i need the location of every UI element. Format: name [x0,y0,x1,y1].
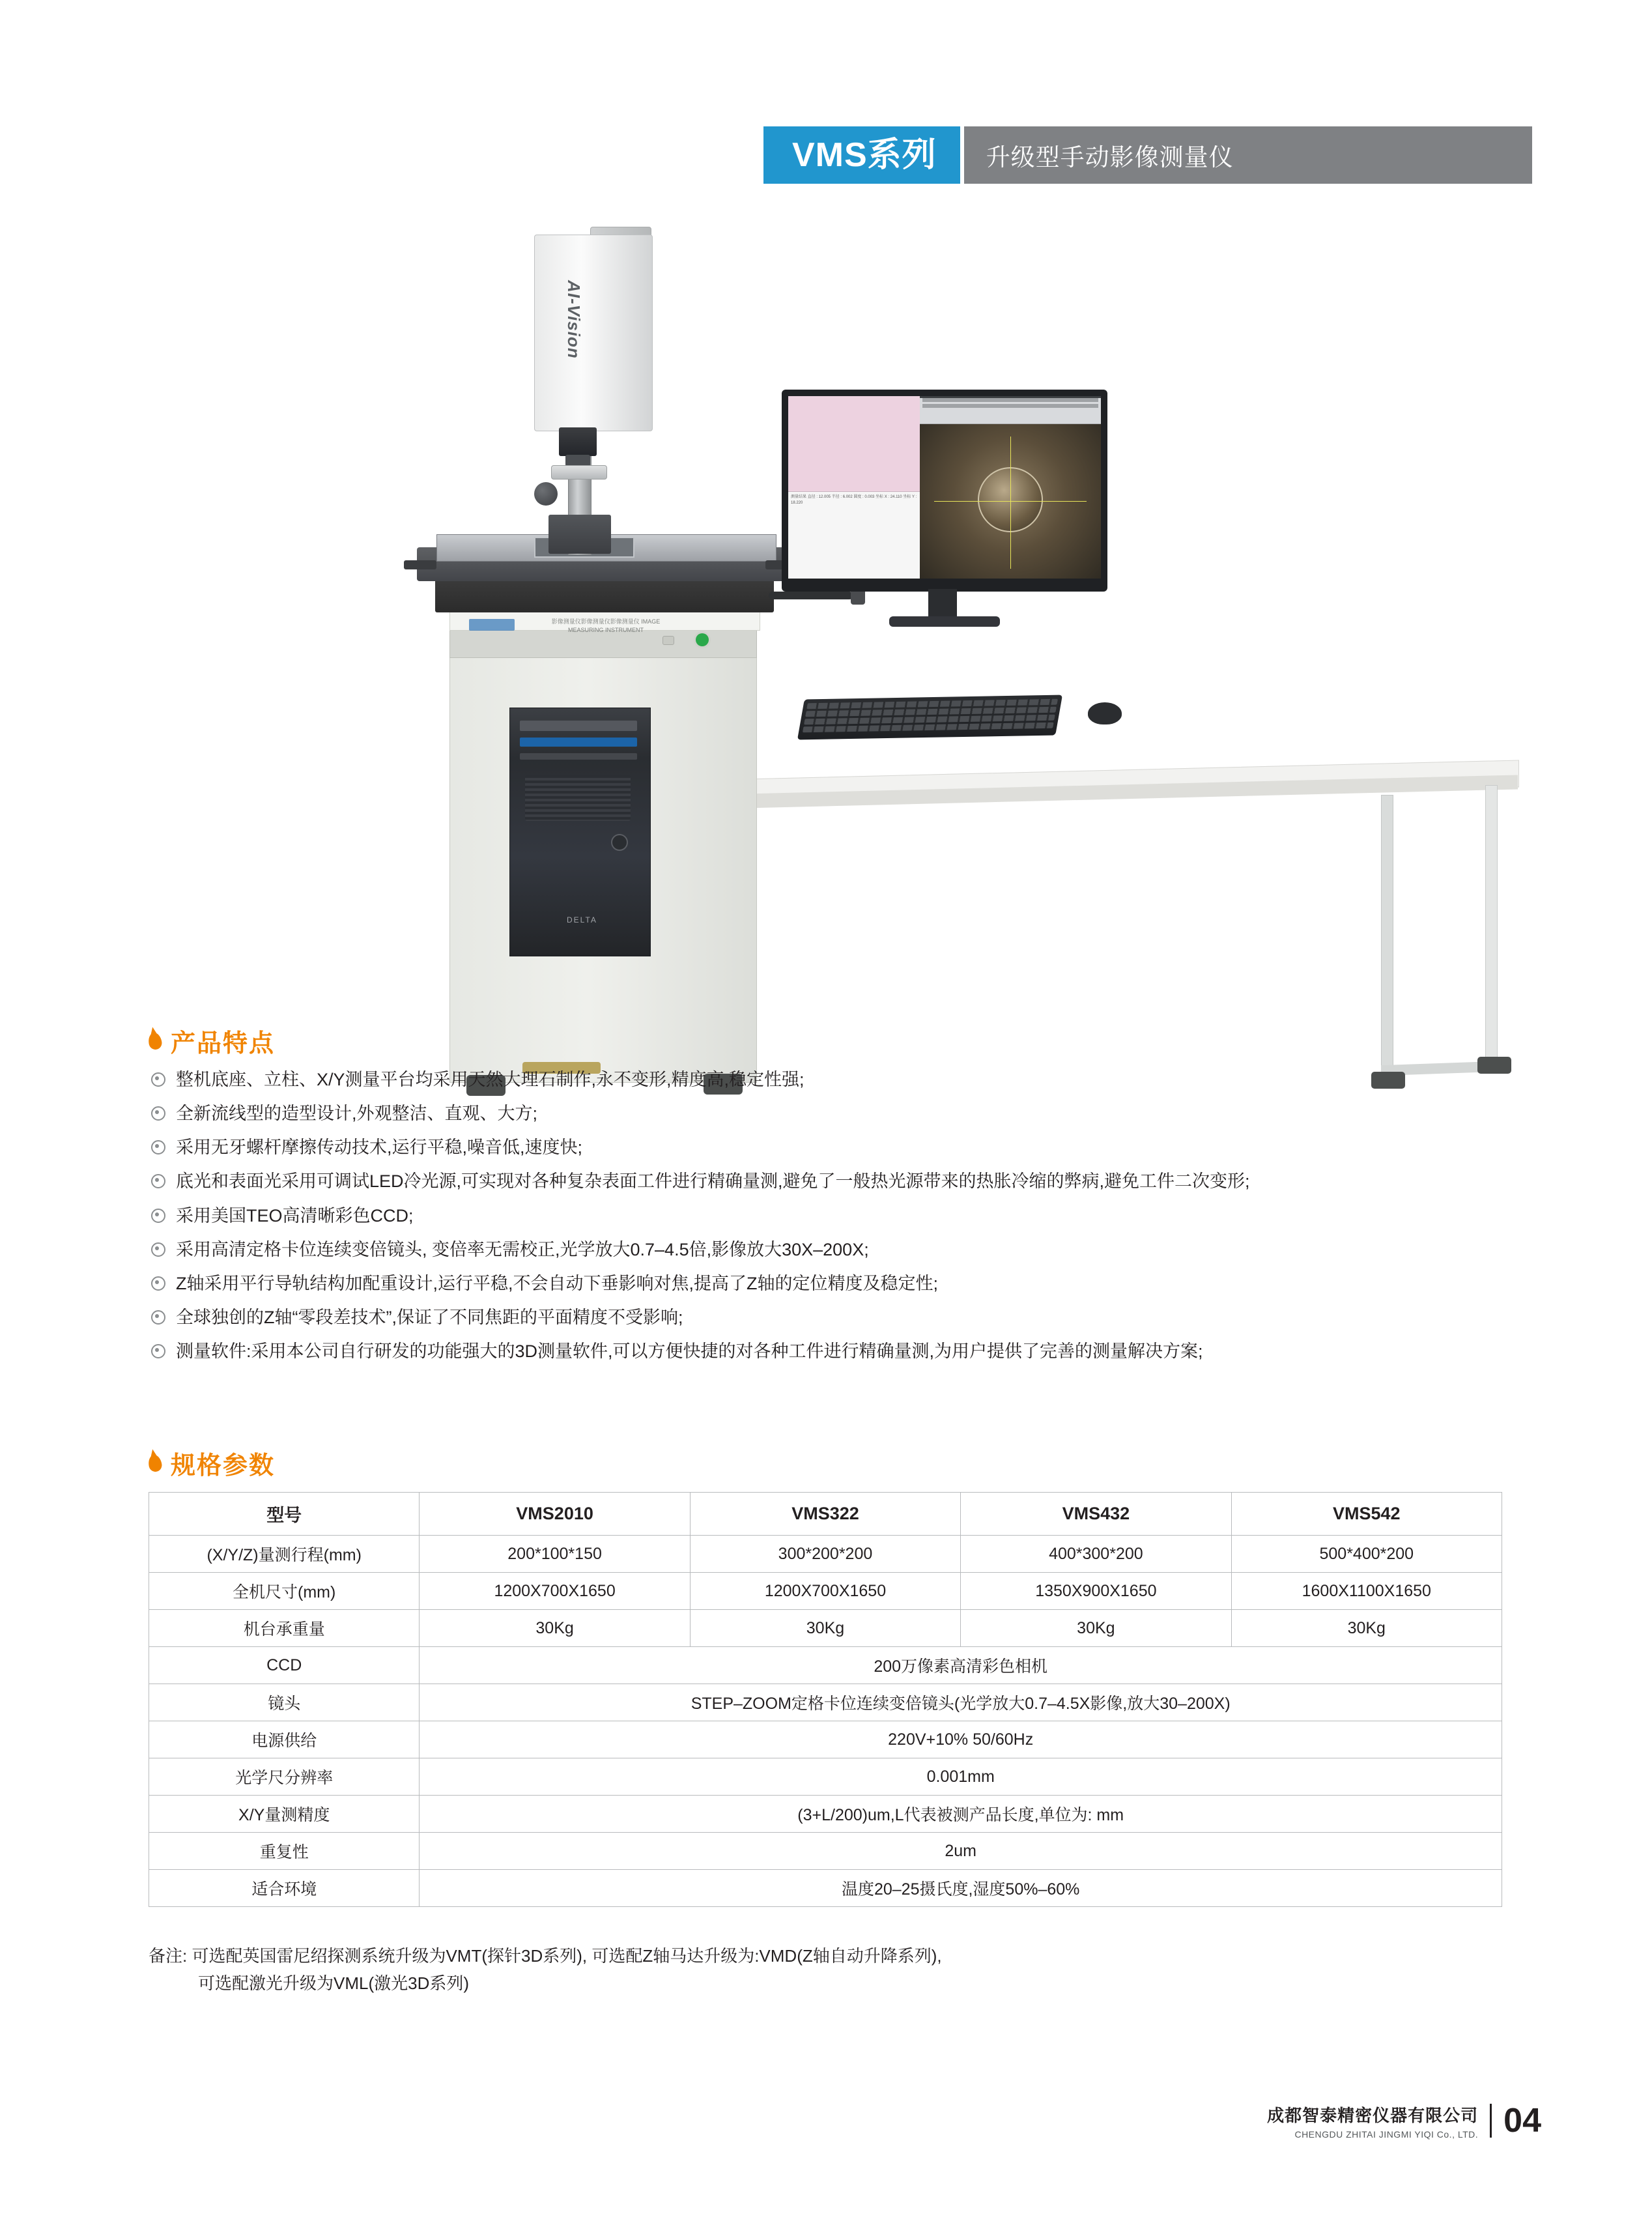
tower-power-button[interactable] [611,834,628,851]
row-label: 电源供给 [149,1721,420,1758]
table-row [149,1721,1502,1758]
stage-handle[interactable] [769,592,853,599]
table-cell: 400*300*200 [961,1536,1231,1573]
table-cell-merged: 2um [420,1833,1502,1870]
table-header-cell: VMS542 [1231,1493,1502,1536]
feature-text: 采用无牙螺杆摩擦传动技术,运行平稳,噪音低,速度快; [176,1138,583,1158]
table-cell: 30Kg [690,1610,960,1647]
footer-divider [1490,2104,1492,2138]
table-row [149,1870,1502,1907]
table-row [149,1796,1502,1833]
bullet-icon [151,1242,165,1257]
software-toolbar[interactable] [920,398,1101,424]
feature-text: Z轴采用平行导轨结构加配重设计,运行平稳,不会自动下垂影响对焦,提高了Z轴的定位精度及稳定性; [176,1273,938,1293]
droplet-icon [147,1454,163,1472]
table-row [149,1536,1502,1573]
feature-text: 采用美国TEO高清晰彩色CCD; [176,1205,414,1226]
feature-text: 采用高清定格卡位连续变倍镜头, 变倍率无需校正,光学放大0.7–4.5倍,影像放大30X–200X; [176,1239,869,1259]
features-list [151,1067,1571,1373]
bullet-icon [151,1276,165,1291]
monitor-stand-neck [928,589,957,619]
monitor-stand-base [889,616,1000,627]
table-cell: 1350X900X1650 [961,1573,1231,1610]
table-header-row [149,1493,1502,1536]
table-cell-merged: STEP–ZOOM定格卡位连续变倍镜头(光学放大0.7–4.5X影像,放大30–200X) [420,1684,1502,1721]
software-left-pane [788,396,920,579]
tower-drive-bay [520,721,637,731]
row-label: 镜头 [149,1684,420,1721]
feature-text: 底光和表面光采用可调试LED冷光源,可实现对各种复杂表面工件进行精确量测,避免了一般热光源带来的热胀冷缩的弊病,避免工件二次变形; [176,1171,1250,1192]
list-item [151,1067,1571,1093]
table-row [149,1647,1502,1684]
cabinet-brand-logo [469,619,515,631]
product-subtitle-block [964,126,1532,184]
cabinet-caption-text: 影像测量仪影像测量仪影像测量仪 IMAGE MEASURING INSTRUMENT [551,618,661,633]
list-item [151,1203,1571,1229]
specs-section-heading [149,1445,275,1481]
software-right-pane [920,396,1101,579]
row-label: 机台承重量 [149,1610,420,1647]
table-header-cell: VMS2010 [420,1493,690,1536]
bullet-icon [151,1209,165,1223]
power-button[interactable] [696,633,709,646]
table-cell: 300*200*200 [690,1536,960,1573]
crosshair-vertical-icon [1010,437,1011,568]
feature-text: 全新流线型的造型设计,外观整洁、直观、大方; [176,1104,538,1124]
table-cell-merged: 0.001mm [420,1758,1502,1796]
tower-vent [525,775,631,821]
droplet-icon [147,1031,163,1050]
camera-live-view [920,424,1101,579]
page-footer [1267,2101,1541,2140]
company-name-cn: 成都智泰精密仪器有限公司 [1267,2105,1479,2125]
z-axis-focus-knob[interactable] [534,482,558,506]
table-cell-merged: 温度20–25摄氏度,湿度50%–60% [420,1870,1502,1907]
stage-rail-left [404,560,436,569]
specs-heading-text: 规格参数 [171,1452,276,1480]
series-badge [763,126,960,184]
bullet-icon [151,1106,165,1121]
feature-text: 测量软件:采用本公司自行研发的功能强大的3D测量软件,可以方便快捷的对各种工件进行精确量测,为用户提供了完善的测量解决方案; [176,1341,1203,1362]
product-photo [339,195,1316,997]
table-header-cell: VMS322 [690,1493,960,1536]
list-item [151,1169,1571,1194]
row-label: 全机尺寸(mm) [149,1573,420,1610]
table-cell: 30Kg [961,1610,1231,1647]
list-item [151,1101,1571,1126]
page-header-banner [763,126,1532,184]
feature-text: 整机底座、立柱、X/Y测量平台均采用天然大理石制作,永不变形,精度高,稳定性强; [176,1070,805,1089]
features-heading-text: 产品特点 [171,1030,276,1057]
list-item [151,1305,1571,1330]
company-block [1267,2102,1478,2140]
desk-leg-left [1381,795,1393,1083]
toolbar-row [922,398,1098,402]
column-base [548,515,611,554]
table-cell-merged: 220V+10% 50/60Hz [420,1721,1502,1758]
table-cell: 30Kg [420,1610,690,1647]
note-line-1: 备注: 可选配英国雷尼绍探测系统升级为VMT(探针3D系列), 可选配Z轴马达升级为:VMD(Z轴自动升降系列), [149,1946,942,1966]
product-subtitle: 升级型手动影像测量仪 [986,144,1234,171]
list-item [151,1271,1571,1297]
page-number: 04 [1503,2102,1541,2140]
list-item [151,1237,1571,1263]
bullet-icon [151,1072,165,1087]
bullet-icon [151,1344,165,1358]
company-name-en: CHENGDU ZHITAI JINGMI YIQI Co., LTD. [1294,2128,1479,2140]
machine-brand-label: AI-Vision [564,280,584,359]
mouse[interactable] [1088,702,1122,724]
table-cell: 1200X700X1650 [420,1573,690,1610]
tower-accent-panel [520,738,637,747]
software-results-pane: 测量结果 直径 : 12.005 半径 : 6.002 圆度 : 0.003 坐标 X : 24.110 坐标 Y : 18.220 [788,492,920,579]
table-cell: 500*400*200 [1231,1536,1502,1573]
table-cell: 1200X700X1650 [690,1573,960,1610]
table-cell: 30Kg [1231,1610,1502,1647]
bullet-icon [151,1140,165,1154]
table-cell-merged: (3+L/200)um,L代表被测产品长度,单位为: mm [420,1796,1502,1833]
table-note [149,1943,1451,1997]
zoom-lens [559,427,597,456]
table-cell: 200*100*150 [420,1536,690,1573]
list-item [151,1135,1571,1160]
row-label: 光学尺分辨率 [149,1758,420,1796]
keyboard[interactable] [797,695,1062,740]
software-canvas-pane [788,396,920,492]
series-title: VMS系列 [792,136,937,174]
cabinet-switch[interactable] [662,636,674,645]
table-row [149,1573,1502,1610]
tower-brand-label: DELTA [567,915,597,924]
table-row [149,1758,1502,1796]
tower-panel [520,753,637,760]
specifications-table [149,1492,1502,1907]
monitor-screen [788,396,1101,579]
features-section-heading [149,1023,275,1059]
table-row [149,1610,1502,1647]
led-ring-light [551,465,607,480]
granite-base [435,577,774,612]
note-line-2: 可选配激光升级为VML(激光3D系列) [198,1973,470,1993]
table-row [149,1833,1502,1870]
list-item [151,1339,1571,1364]
desk-leg-right [1485,785,1498,1073]
row-label: 适合环境 [149,1870,420,1907]
row-label: 重复性 [149,1833,420,1870]
table-header-cell: 型号 [149,1493,420,1536]
row-label: X/Y量测精度 [149,1796,420,1833]
toolbar-row [922,404,1098,408]
table-cell-merged: 200万像素高清彩色相机 [420,1647,1502,1684]
table-row [149,1684,1502,1721]
feature-text: 全球独创的Z轴“零段差技术”,保证了不同焦距的平面精度不受影响; [176,1307,683,1327]
table-cell: 1600X1100X1650 [1231,1573,1502,1610]
bullet-icon [151,1174,165,1188]
row-label: CCD [149,1647,420,1684]
row-label: (X/Y/Z)量测行程(mm) [149,1536,420,1573]
bullet-icon [151,1310,165,1325]
table-header-cell: VMS432 [961,1493,1231,1536]
